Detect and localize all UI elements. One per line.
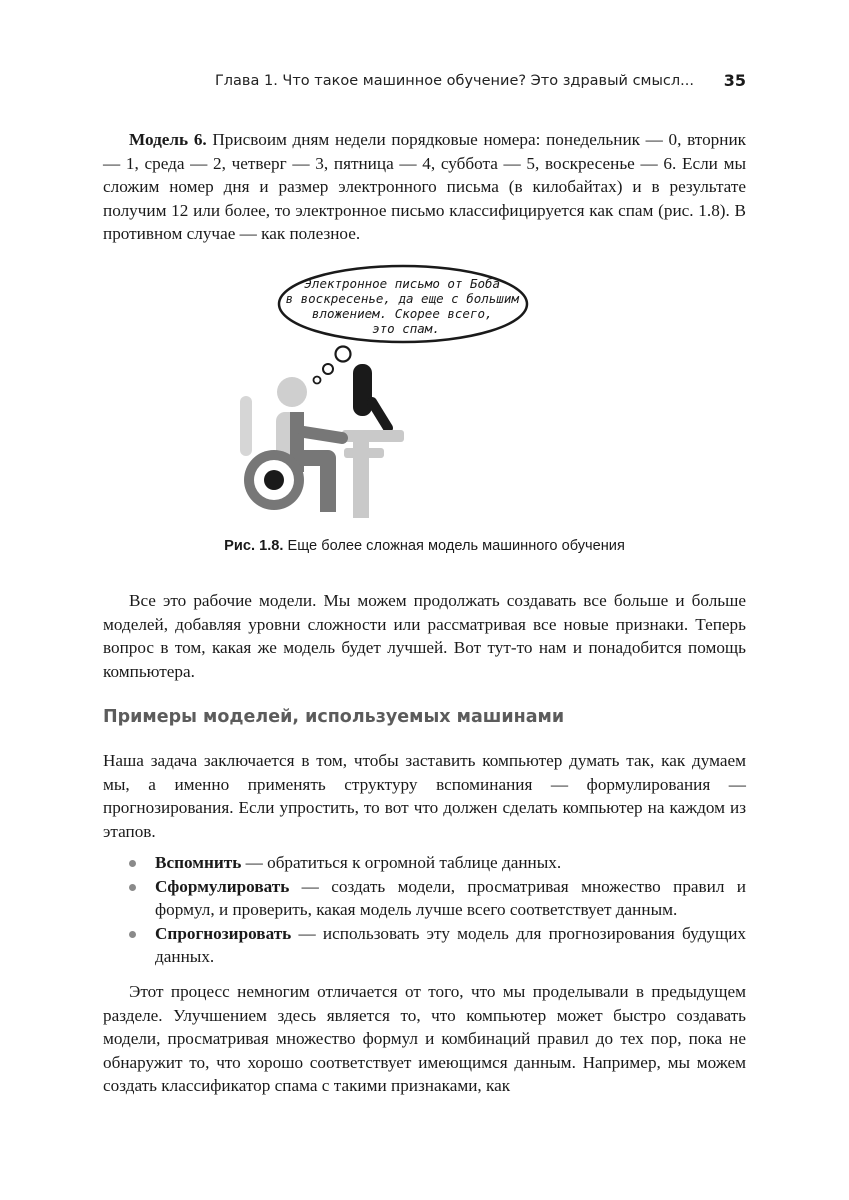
- bullet-icon: [129, 931, 136, 938]
- paragraph-model-6: [103, 128, 746, 246]
- figure-caption: [103, 538, 746, 554]
- list-item-text: — использовать эту модель для прогнозирования будущих данных.: [155, 923, 746, 967]
- list-item-term: Вспомнить: [155, 853, 242, 872]
- paragraph-process: Этот процесс немногим отличается от того, что мы проделывали в предыдущем разделе. Улучшением здесь является то, что компьютер может быстро создавать модели, просматривая множество формул и комбинаций правил до тех пор, пока не обнаружит то, что хорошо соответствует имеющимся данным. Например, мы можем создать классификатор спама с такими признаками, как: [103, 982, 746, 1096]
- list-item-text: — создать модели, просматривая множество правил и формул, и проверить, какая модель лучше всего соответствует данным.: [155, 876, 746, 920]
- page-number: 35: [723, 71, 746, 90]
- section-heading: Примеры моделей, используемых машинами: [103, 707, 565, 727]
- running-head: [103, 70, 746, 94]
- paragraph-body: Присвоим дням недели порядковые номера: понедельник — 0, вторник — 1, среда — 2, четверг — 3, пятница — 4, суббота — 5, воскресенье — 6. Если мы сложим номер дня и размер электронного письма (в килобайтах) и в результате получим 12 или более, то электронное письмо классифицируется как спам (рис. 1.8). В противном случае — как полезное.: [103, 130, 746, 244]
- wheelchair-wheel: [244, 450, 304, 510]
- figure-illustration: [232, 262, 592, 524]
- thought-dot-small: [314, 377, 321, 384]
- caption-text: Еще более сложная модель машинного обучения: [283, 538, 625, 554]
- list-item-term: Спрогнозировать: [155, 923, 292, 943]
- paragraph-lead: Модель 6.: [129, 130, 207, 149]
- thought-dot-medium: [323, 364, 333, 374]
- list-item-text: — обратиться к огромной таблице данных.: [241, 853, 562, 872]
- list-item: [103, 922, 746, 969]
- desk: [342, 430, 404, 518]
- bullet-icon: [129, 884, 136, 891]
- computer-monitor: [353, 364, 388, 428]
- list-item: [103, 875, 746, 922]
- bullet-icon: [129, 860, 136, 867]
- figure-1-8: [232, 262, 592, 529]
- paragraph-task: Наша задача заключается в том, чтобы заставить компьютер думать так, как думаем мы, а именно применять структуру вспоминания — формулирования — прогнозирования. Если упростить, то вот что должен сделать компьютер на каждом из этапов.: [103, 751, 746, 841]
- thought-dot-large: [336, 347, 351, 362]
- list-item-term: Сформулировать: [155, 876, 290, 896]
- bubble-line-2: в воскресенье, да еще с большим: [285, 291, 519, 306]
- list-item: [103, 851, 746, 875]
- bubble-line-3: вложением. Скорее всего,: [311, 306, 493, 321]
- bubble-line-4: это спам.: [372, 321, 440, 336]
- bubble-line-1: Электронное письмо от Боба: [304, 276, 501, 291]
- bullet-list: [103, 851, 746, 969]
- paragraph-working-models: Все это рабочие модели. Мы можем продолжать создавать все больше и больше моделей, добавляя уровни сложности или рассматривая все новые признаки. Теперь вопрос в том, какая же модель будет лучшей. Вот тут-то нам и понадобится помощь компьютера.: [103, 591, 746, 681]
- caption-label: Рис. 1.8.: [224, 538, 284, 554]
- chapter-title: Глава 1. Что такое машинное обучение? Это здравый смысл...: [214, 73, 694, 89]
